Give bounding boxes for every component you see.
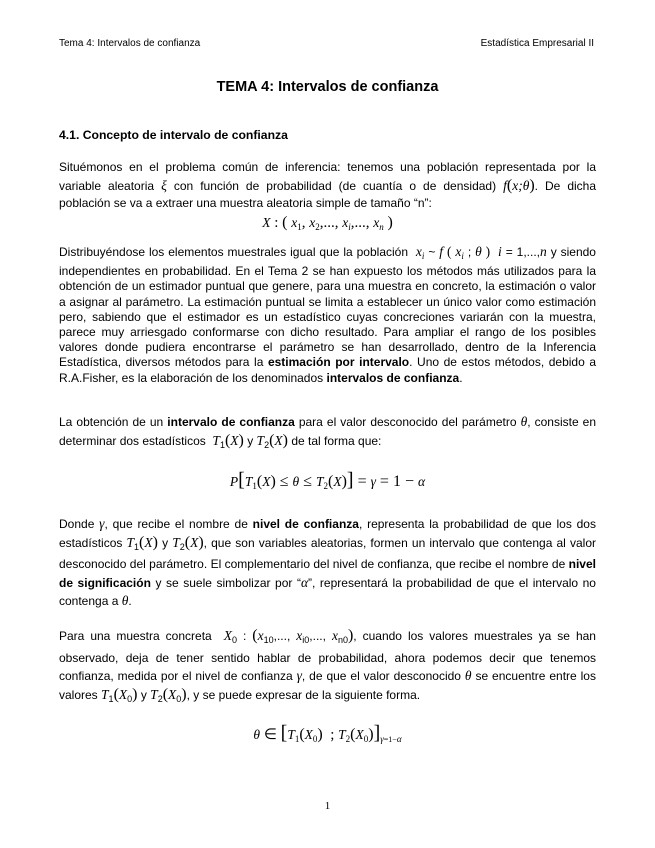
p1-text-a: Situémonos en el problema común de inferencia: tenemos una población representada por la variable aleatoria (59, 160, 596, 193)
sample-equation: X : ( $x_1$, $x_2$,..., $x_i$,..., $x_n$ ) (262, 214, 393, 232)
p2-text-c: . Uno de estos métodos, debido a R.A.Fisher, es la elaboración de los denominados (59, 355, 597, 385)
p2-text-a: Distribuyéndose los elementos muestrales igual que la población (59, 245, 409, 259)
interval-equation: θ ∈ [$T_1(X_0)$ ; $T_2(X_0)]_{\gamma=1-\alpha}$ (253, 722, 402, 744)
p2-text-b: y siendo independientes en probabilidad. En el Tema 2 se han expuesto los métodos más utilizados para la obtención de un estimador puntual que genere, para una muestra en concreto, la estimación o valor a asignar al parámetro. La estimación puntual se limita a establecer un único valor como estimación pero, sabiendo que el estimador es un estadístico cuyas concreciones variarán con la muestra, parece muy arriesgado conformarse con dicho resultado. Para ampliar el rango de los posibles valores donde pudiera encontrarse el parámetro se han desarrollado, dentro de la Inferencia Estadística, diversos métodos para la (59, 245, 596, 370)
t2-x0: $T_2(X_0)$ (150, 685, 187, 704)
page-number: 1 (324, 800, 331, 812)
p5-text-e: y (140, 687, 147, 702)
p4-text-f: y se suele simbolizar por “ (155, 575, 301, 590)
density-formula: f(x;θ) (503, 176, 535, 194)
p3-text-c: , consiste en determinar dos estadísticos (59, 415, 597, 448)
p4-bold-significance: nivel de significación (59, 557, 596, 590)
gamma-symbol-2: γ (296, 668, 302, 683)
p2-text-d: . (459, 370, 463, 385)
alpha-symbol: α (300, 574, 309, 590)
p2-bold-estimation: estimación por intervalo (267, 355, 410, 370)
theta-symbol-3: θ (464, 668, 472, 683)
t1-statistic: $T_1(X)$ (212, 431, 244, 450)
p4-bold-confidence: nivel de confianza (252, 517, 359, 531)
p4-text-g: ”, representará la probabilidad de que el intervalo no contenga a (59, 575, 596, 608)
p3-text-b: para el valor desconocido del parámetro (298, 415, 517, 429)
t2-statistic-2: $T_2(X)$ (172, 533, 204, 552)
xi-symbol: ξ (161, 177, 167, 193)
population-formula: $x_i$ ~ f ( $x_i$ ; θ ) i = 1,...,n (415, 244, 547, 261)
header-right: Estadística Empresarial II (480, 38, 594, 49)
header-left: Tema 4: Intervalos de confianza (59, 38, 201, 49)
paragraph-4 (59, 515, 596, 611)
p3-text-a: La obtención de un (59, 415, 164, 429)
p1-text-c: . De dicha población se va a extraer una muestra aleatoria simple de tamaño “n”: (59, 178, 597, 210)
p2-bold-intervals: intervalos de confianza (326, 370, 460, 385)
p4-text-h: . (128, 594, 132, 608)
p3-text-e: de tal forma que: (291, 433, 382, 448)
section-heading: 4.1. Concepto de intervalo de confianza (59, 128, 288, 142)
t1-x0: $T_1(X_0)$ (101, 685, 138, 704)
t2-statistic: $T_2(X)$ (256, 431, 288, 450)
p4-text-d: y (162, 535, 169, 550)
gamma-symbol: γ (99, 516, 105, 531)
p5-text-d: se encuentre entre los valores (59, 669, 596, 702)
p5-text-c: , de que el valor desconocido (301, 669, 461, 683)
concrete-sample: $X_0$ : ($x_{10}$,..., $x_{i0}$,..., $x_{n0}$) (223, 627, 354, 645)
p5-text-a: Para una muestra concreta (59, 629, 212, 643)
p5-text-f: , y se puede expresar de la siguiente forma. (186, 687, 421, 702)
theta-symbol-2: θ (121, 593, 129, 608)
paragraph-5 (59, 627, 596, 708)
probability-equation: $P[T_1(X) \le \theta \le T_2(X)] = \gamma = 1 - \alpha$ (229, 469, 426, 491)
p4-text-a: Donde (59, 517, 95, 531)
p5-text-b: , cuando los valores muestrales ya se han observado, deja de tener sentido hablar de probabilidad, ahora podemos decir que tenemos confianza, medida por el nivel de confianza (59, 629, 596, 683)
p1-text-b: con función de probabilidad (de cuantía o de densidad) (173, 178, 497, 193)
p3-text-d: y (247, 433, 254, 448)
p4-text-c: , representa la probabilidad de que los dos estadísticos (59, 517, 596, 550)
p4-text-b: , que recibe el nombre de (104, 517, 248, 531)
t1-statistic-2: $T_1(X)$ (126, 533, 158, 552)
page-title: TEMA 4: Intervalos de confianza (216, 79, 439, 95)
p4-text-e: , que son variables aleatorias, formen un intervalo que contenga al valor desconocido del parámetro. El complementario del nivel de confianza, que recibe el nombre de (59, 535, 596, 571)
paragraph-3 (59, 413, 596, 454)
p3-bold: intervalo de confianza (167, 415, 295, 429)
paragraph-2 (59, 244, 596, 386)
paragraph-1 (59, 159, 596, 213)
theta-symbol: θ (520, 414, 528, 429)
